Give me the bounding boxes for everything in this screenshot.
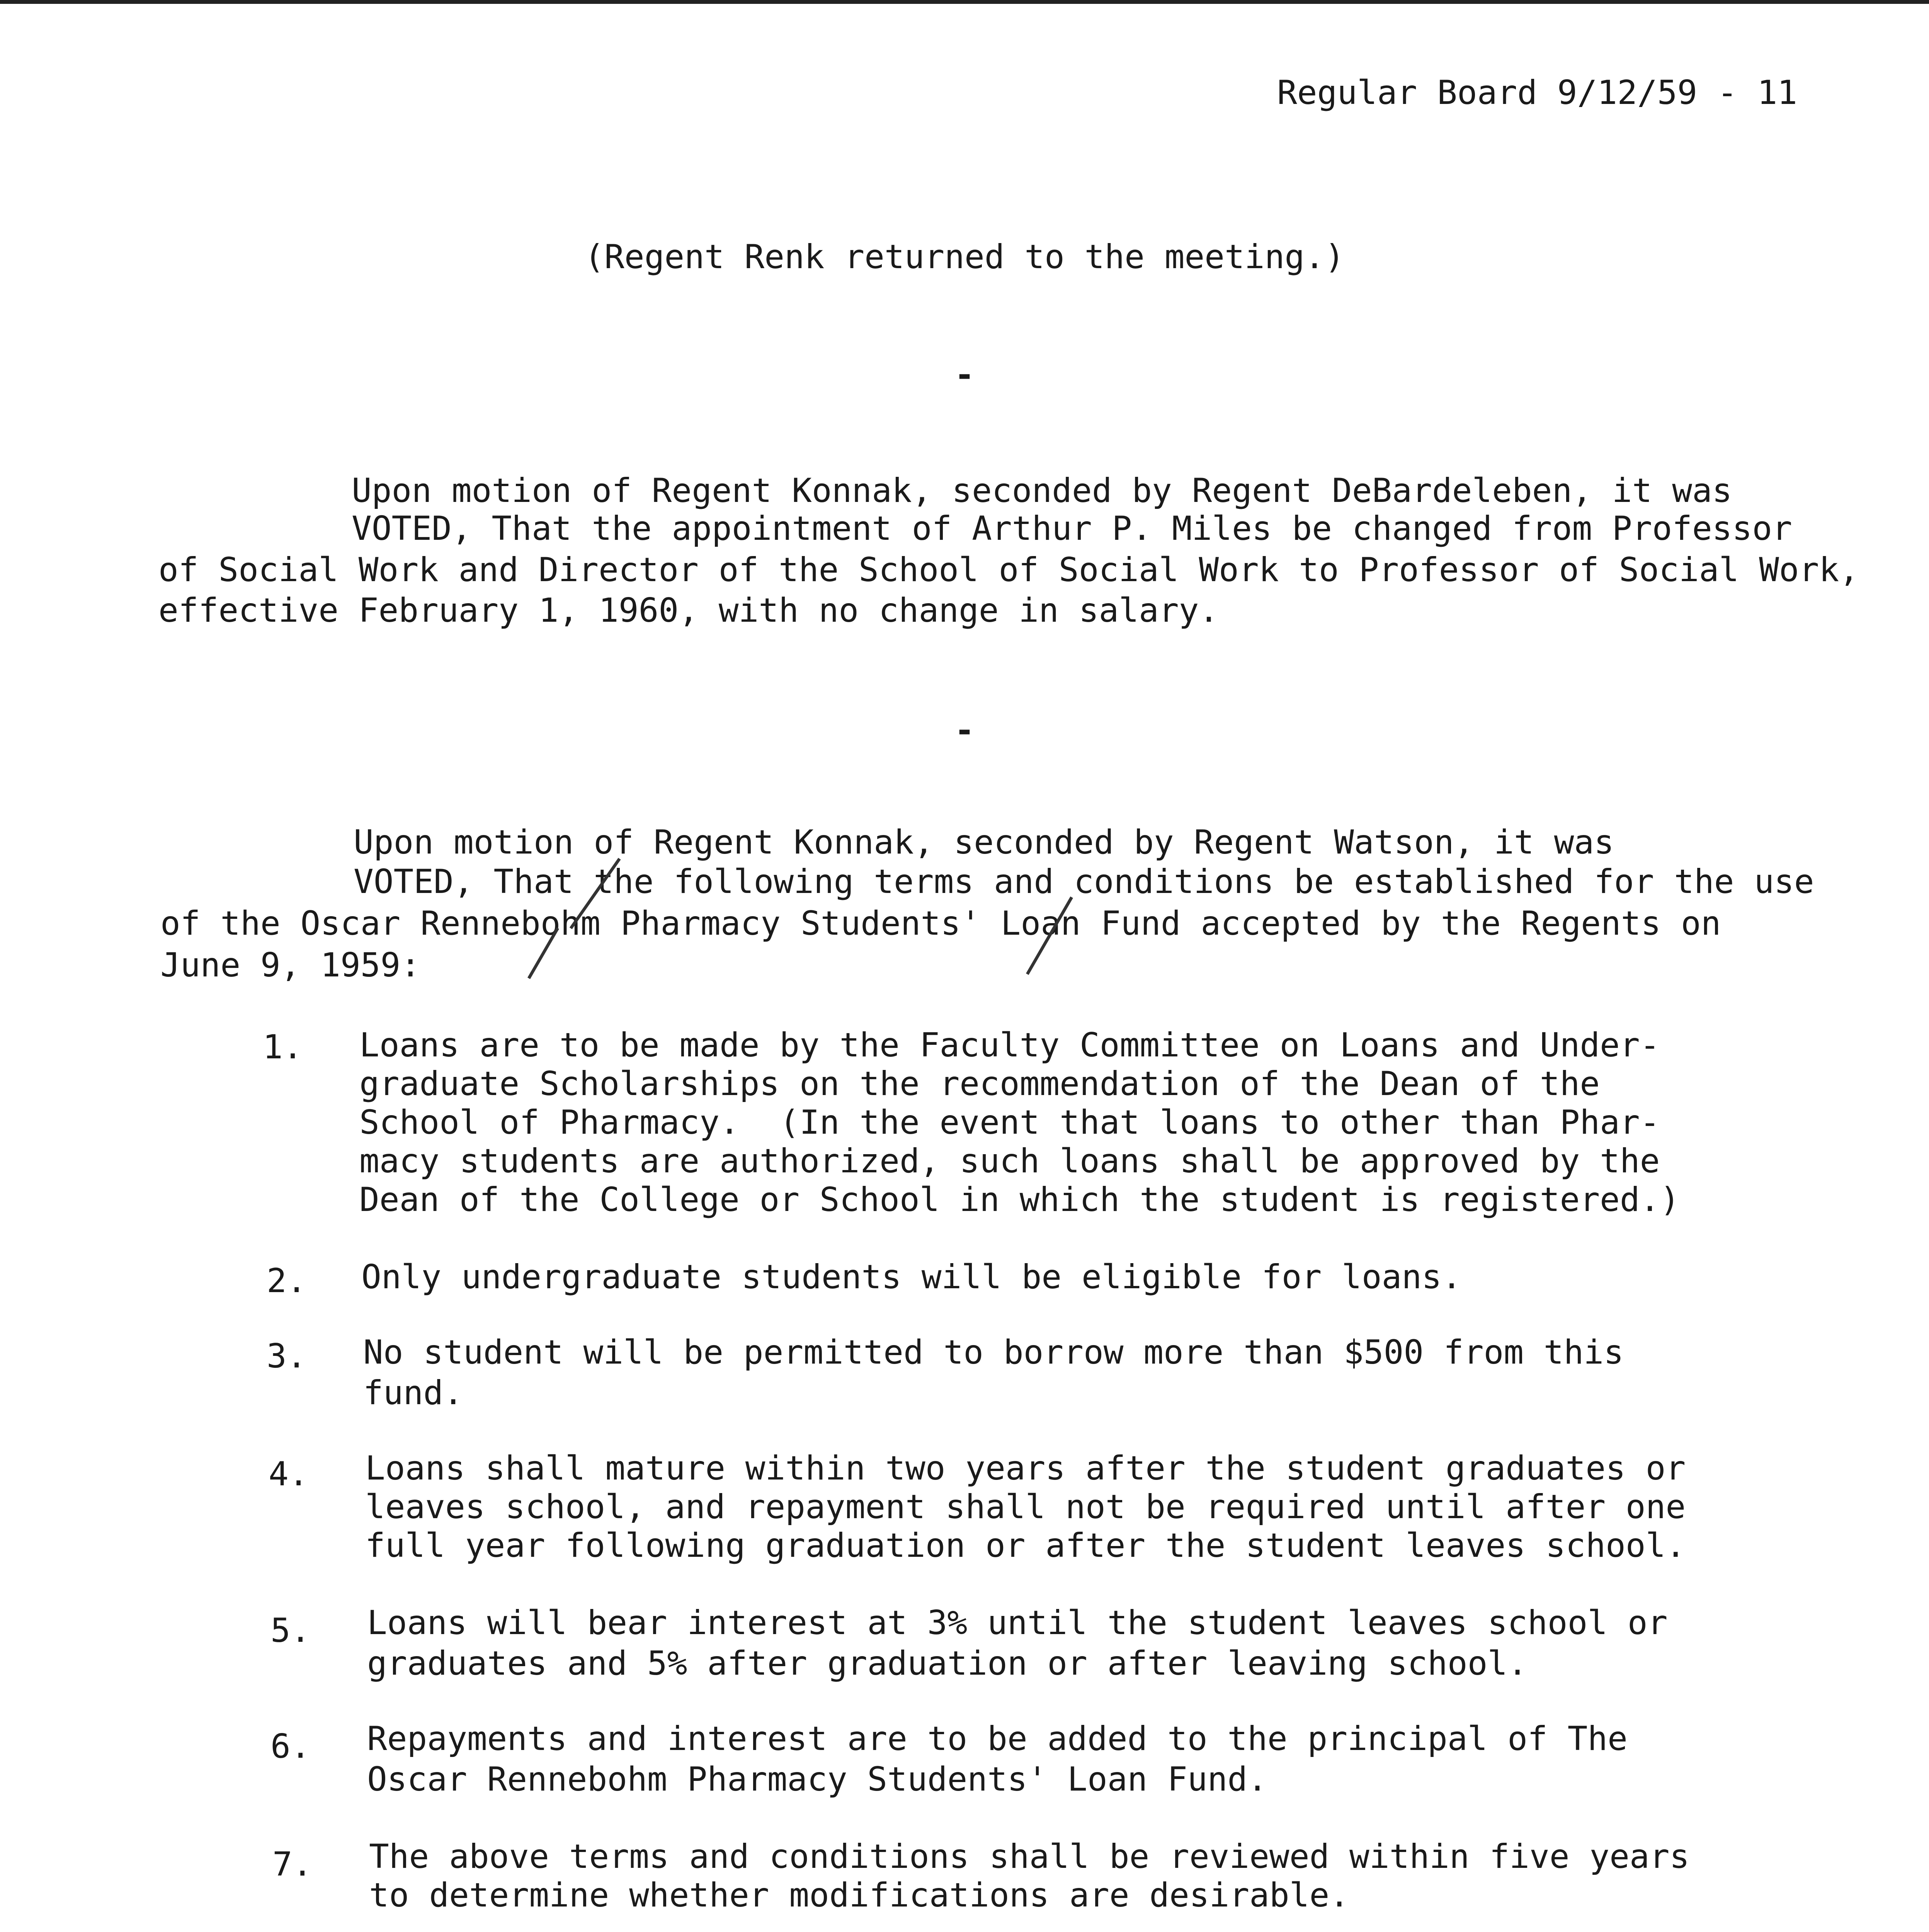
list-item-line: full year following graduation or after the student leaves school. [365,1526,1686,1565]
list-item-line: The above terms and conditions shall be reviewed within five years [369,1837,1690,1876]
running-head: Regular Board 9/12/59 - 11 [1277,73,1798,112]
list-item-line: Loans are to be made by the Faculty Committee on Loans and Under- [359,1026,1660,1065]
motion-miles-line-4: effective February 1, 1960, with no change in salary. [158,591,1219,630]
list-item-line: Only undergraduate students will be eligible for loans. [361,1258,1462,1296]
list-item-line: Loans shall mature within two years after the student graduates or [365,1449,1686,1488]
list-item-number: 7. [272,1845,313,1884]
section-separator-1: - [954,355,975,394]
motion-loan-line-2: VOTED, That the following terms and conditions be established for the use [354,862,1814,901]
list-item-line: fund. [363,1374,463,1412]
motion-miles-line-1: Upon motion of Regent Konnak, seconded by Regent DeBardeleben, it was [352,471,1732,510]
list-item-line: School of Pharmacy. (In the event that loans to other than Phar- [359,1103,1660,1142]
motion-loan-line-4: June 9, 1959: [160,946,421,985]
list-item-line: Dean of the College or School in which the student is registered.) [359,1180,1680,1219]
list-item-number: 2. [267,1262,307,1300]
list-item-number: 4. [269,1455,309,1493]
top-edge-rule [0,0,1929,4]
list-item-line: to determine whether modifications are desirable. [369,1876,1350,1915]
list-item-line: macy students are authorized, such loans shall be approved by the [359,1142,1660,1180]
list-item-number: 1. [263,1028,303,1066]
motion-miles-line-3: of Social Work and Director of the School of Social Work to Professor of Social Work, [158,551,1859,589]
list-item-line: Oscar Rennebohm Pharmacy Students' Loan Fund. [367,1760,1267,1799]
motion-loan-line-3: of the Oscar Rennebohm Pharmacy Students' Loan Fund accepted by the Regents on [160,904,1721,943]
section-separator-2: - [954,711,975,750]
list-item-number: 3. [267,1337,307,1376]
list-item-number: 6. [270,1727,311,1766]
list-item-number: 5. [270,1611,311,1650]
list-item-line: graduate Scholarships on the recommendation of the Dean of the [359,1065,1600,1103]
motion-miles-line-2: VOTED, That the appointment of Arthur P. Miles be changed from Professor [352,509,1792,548]
list-item-line: No student will be permitted to borrow more than $500 from this [363,1333,1624,1372]
list-item-line: leaves school, and repayment shall not be required until after one [365,1488,1686,1526]
motion-loan-line-1: Upon motion of Regent Konnak, seconded by Regent Watson, it was [354,823,1614,862]
opening-note: (Regent Renk returned to the meeting.) [584,238,1345,276]
list-item-line: Loans will bear interest at 3% until the student leaves school or [367,1604,1668,1642]
list-item-line: Repayments and interest are to be added to the principal of The [367,1719,1628,1758]
list-item-line: graduates and 5% after graduation or after leaving school. [367,1644,1528,1683]
